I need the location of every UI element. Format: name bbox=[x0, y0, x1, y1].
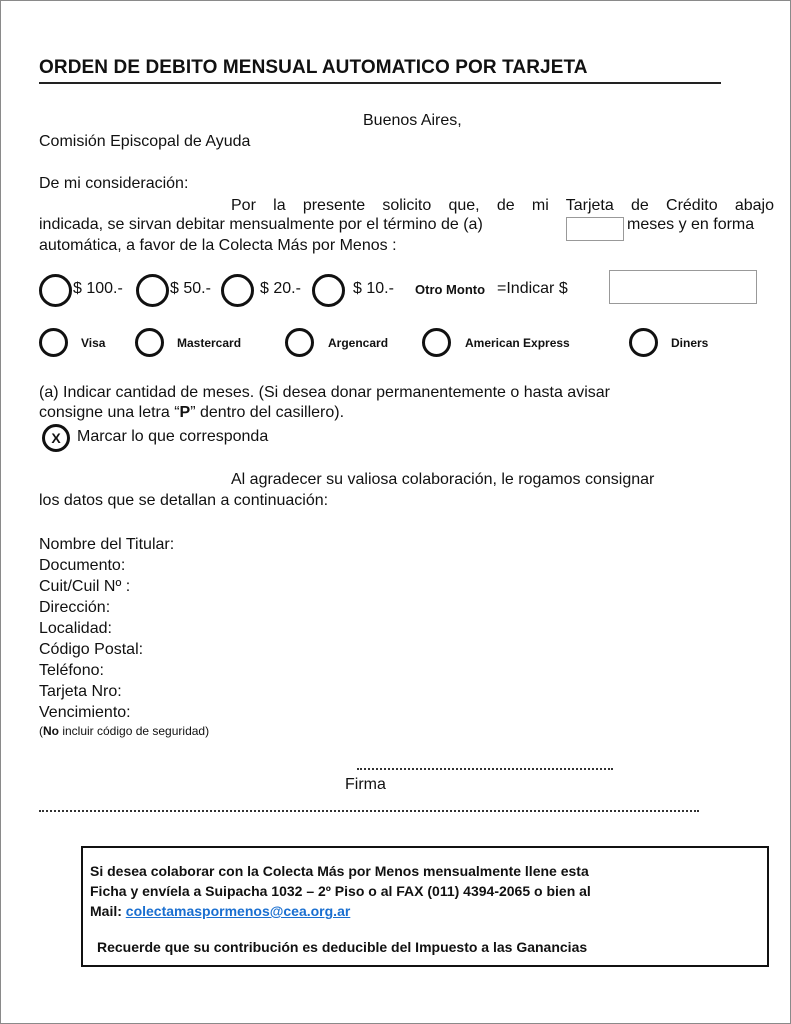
city-date: Buenos Aires, bbox=[363, 112, 462, 129]
security-code-note: (No incluir código de seguridad) bbox=[39, 724, 210, 738]
thanks-line-2: los datos que se detallan a continuación: bbox=[39, 492, 329, 509]
cut-line bbox=[39, 810, 699, 812]
title-underline bbox=[39, 82, 721, 84]
amount-10-radio[interactable] bbox=[312, 274, 345, 307]
card-argencard-radio[interactable] bbox=[285, 328, 314, 357]
form-title: ORDEN DE DEBITO MENSUAL AUTOMATICO POR TARJETA bbox=[39, 57, 588, 78]
greeting: De mi consideración: bbox=[39, 175, 189, 192]
indicate-label: =Indicar $ bbox=[497, 280, 568, 297]
thanks-line-1: Al agradecer su valiosa colaboración, le rogamos consignar bbox=[231, 471, 655, 488]
amount-20-radio[interactable] bbox=[221, 274, 254, 307]
info-box bbox=[81, 846, 769, 967]
field-phone: Teléfono: bbox=[39, 662, 104, 679]
amount-50-radio[interactable] bbox=[136, 274, 169, 307]
request-line-3: automática, a favor de la Colecta Más por Menos : bbox=[39, 237, 397, 254]
card-diners-radio[interactable] bbox=[629, 328, 658, 357]
note-line-2: consigne una letra “P” dentro del casillero). bbox=[39, 404, 345, 421]
field-postal-code: Código Postal: bbox=[39, 641, 144, 658]
amount-100-radio[interactable] bbox=[39, 274, 72, 307]
tax-deduction-note: Recuerde que su contribución es deducible del Impuesto a las Ganancias bbox=[97, 939, 588, 955]
info-mail-line bbox=[90, 901, 350, 921]
request-paragraph bbox=[39, 195, 774, 216]
request-line-2-end: meses y en forma bbox=[627, 216, 755, 233]
mark-instruction: Marcar lo que corresponda bbox=[77, 428, 269, 445]
amount-100-label: $ 100.- bbox=[73, 280, 123, 297]
card-visa-radio[interactable] bbox=[39, 328, 68, 357]
amount-20-label: $ 20.- bbox=[260, 280, 301, 297]
months-input[interactable] bbox=[566, 217, 624, 241]
amount-50-label: $ 50.- bbox=[170, 280, 211, 297]
signature-label: Firma bbox=[345, 776, 386, 793]
request-line-1: Por la presente solicito que, de mi Tarjeta de Crédito abajo bbox=[231, 197, 774, 214]
amount-10-label: $ 10.- bbox=[353, 280, 394, 297]
mail-link[interactable]: colectamaspormenos@cea.org.ar bbox=[125, 903, 351, 919]
card-argencard-label: Argencard bbox=[328, 336, 389, 350]
x-mark-icon: X bbox=[42, 424, 70, 452]
field-card-number: Tarjeta Nro: bbox=[39, 683, 122, 700]
recipient: Comisión Episcopal de Ayuda bbox=[39, 133, 251, 150]
card-amex-label: American Express bbox=[465, 336, 570, 350]
field-address: Dirección: bbox=[39, 599, 111, 616]
field-expiration: Vencimiento: bbox=[39, 704, 131, 721]
other-amount-label: Otro Monto bbox=[415, 282, 486, 297]
field-cardholder-name: Nombre del Titular: bbox=[39, 536, 175, 553]
mail-label: Mail: bbox=[90, 903, 126, 919]
card-diners-label: Diners bbox=[671, 336, 709, 350]
card-amex-radio[interactable] bbox=[422, 328, 451, 357]
signature-line bbox=[357, 768, 613, 770]
info-line-2: Ficha y envíela a Suipacha 1032 – 2º Piso o al FAX (011) 4394-2065 o bien al bbox=[90, 883, 591, 899]
card-mastercard-radio[interactable] bbox=[135, 328, 164, 357]
card-mastercard-label: Mastercard bbox=[177, 336, 242, 350]
field-document: Documento: bbox=[39, 557, 126, 574]
card-visa-label: Visa bbox=[81, 336, 106, 350]
note-line-1: (a) Indicar cantidad de meses. (Si desea donar permanentemente o hasta avisar bbox=[39, 384, 610, 401]
other-amount-input[interactable] bbox=[609, 270, 757, 304]
request-line-2: indicada, se sirvan debitar mensualmente por el término de (a) bbox=[39, 216, 483, 233]
field-cuit-cuil: Cuit/Cuil Nº : bbox=[39, 578, 131, 595]
field-locality: Localidad: bbox=[39, 620, 112, 637]
info-line-1: Si desea colaborar con la Colecta Más por Menos mensualmente llene esta bbox=[90, 863, 589, 879]
